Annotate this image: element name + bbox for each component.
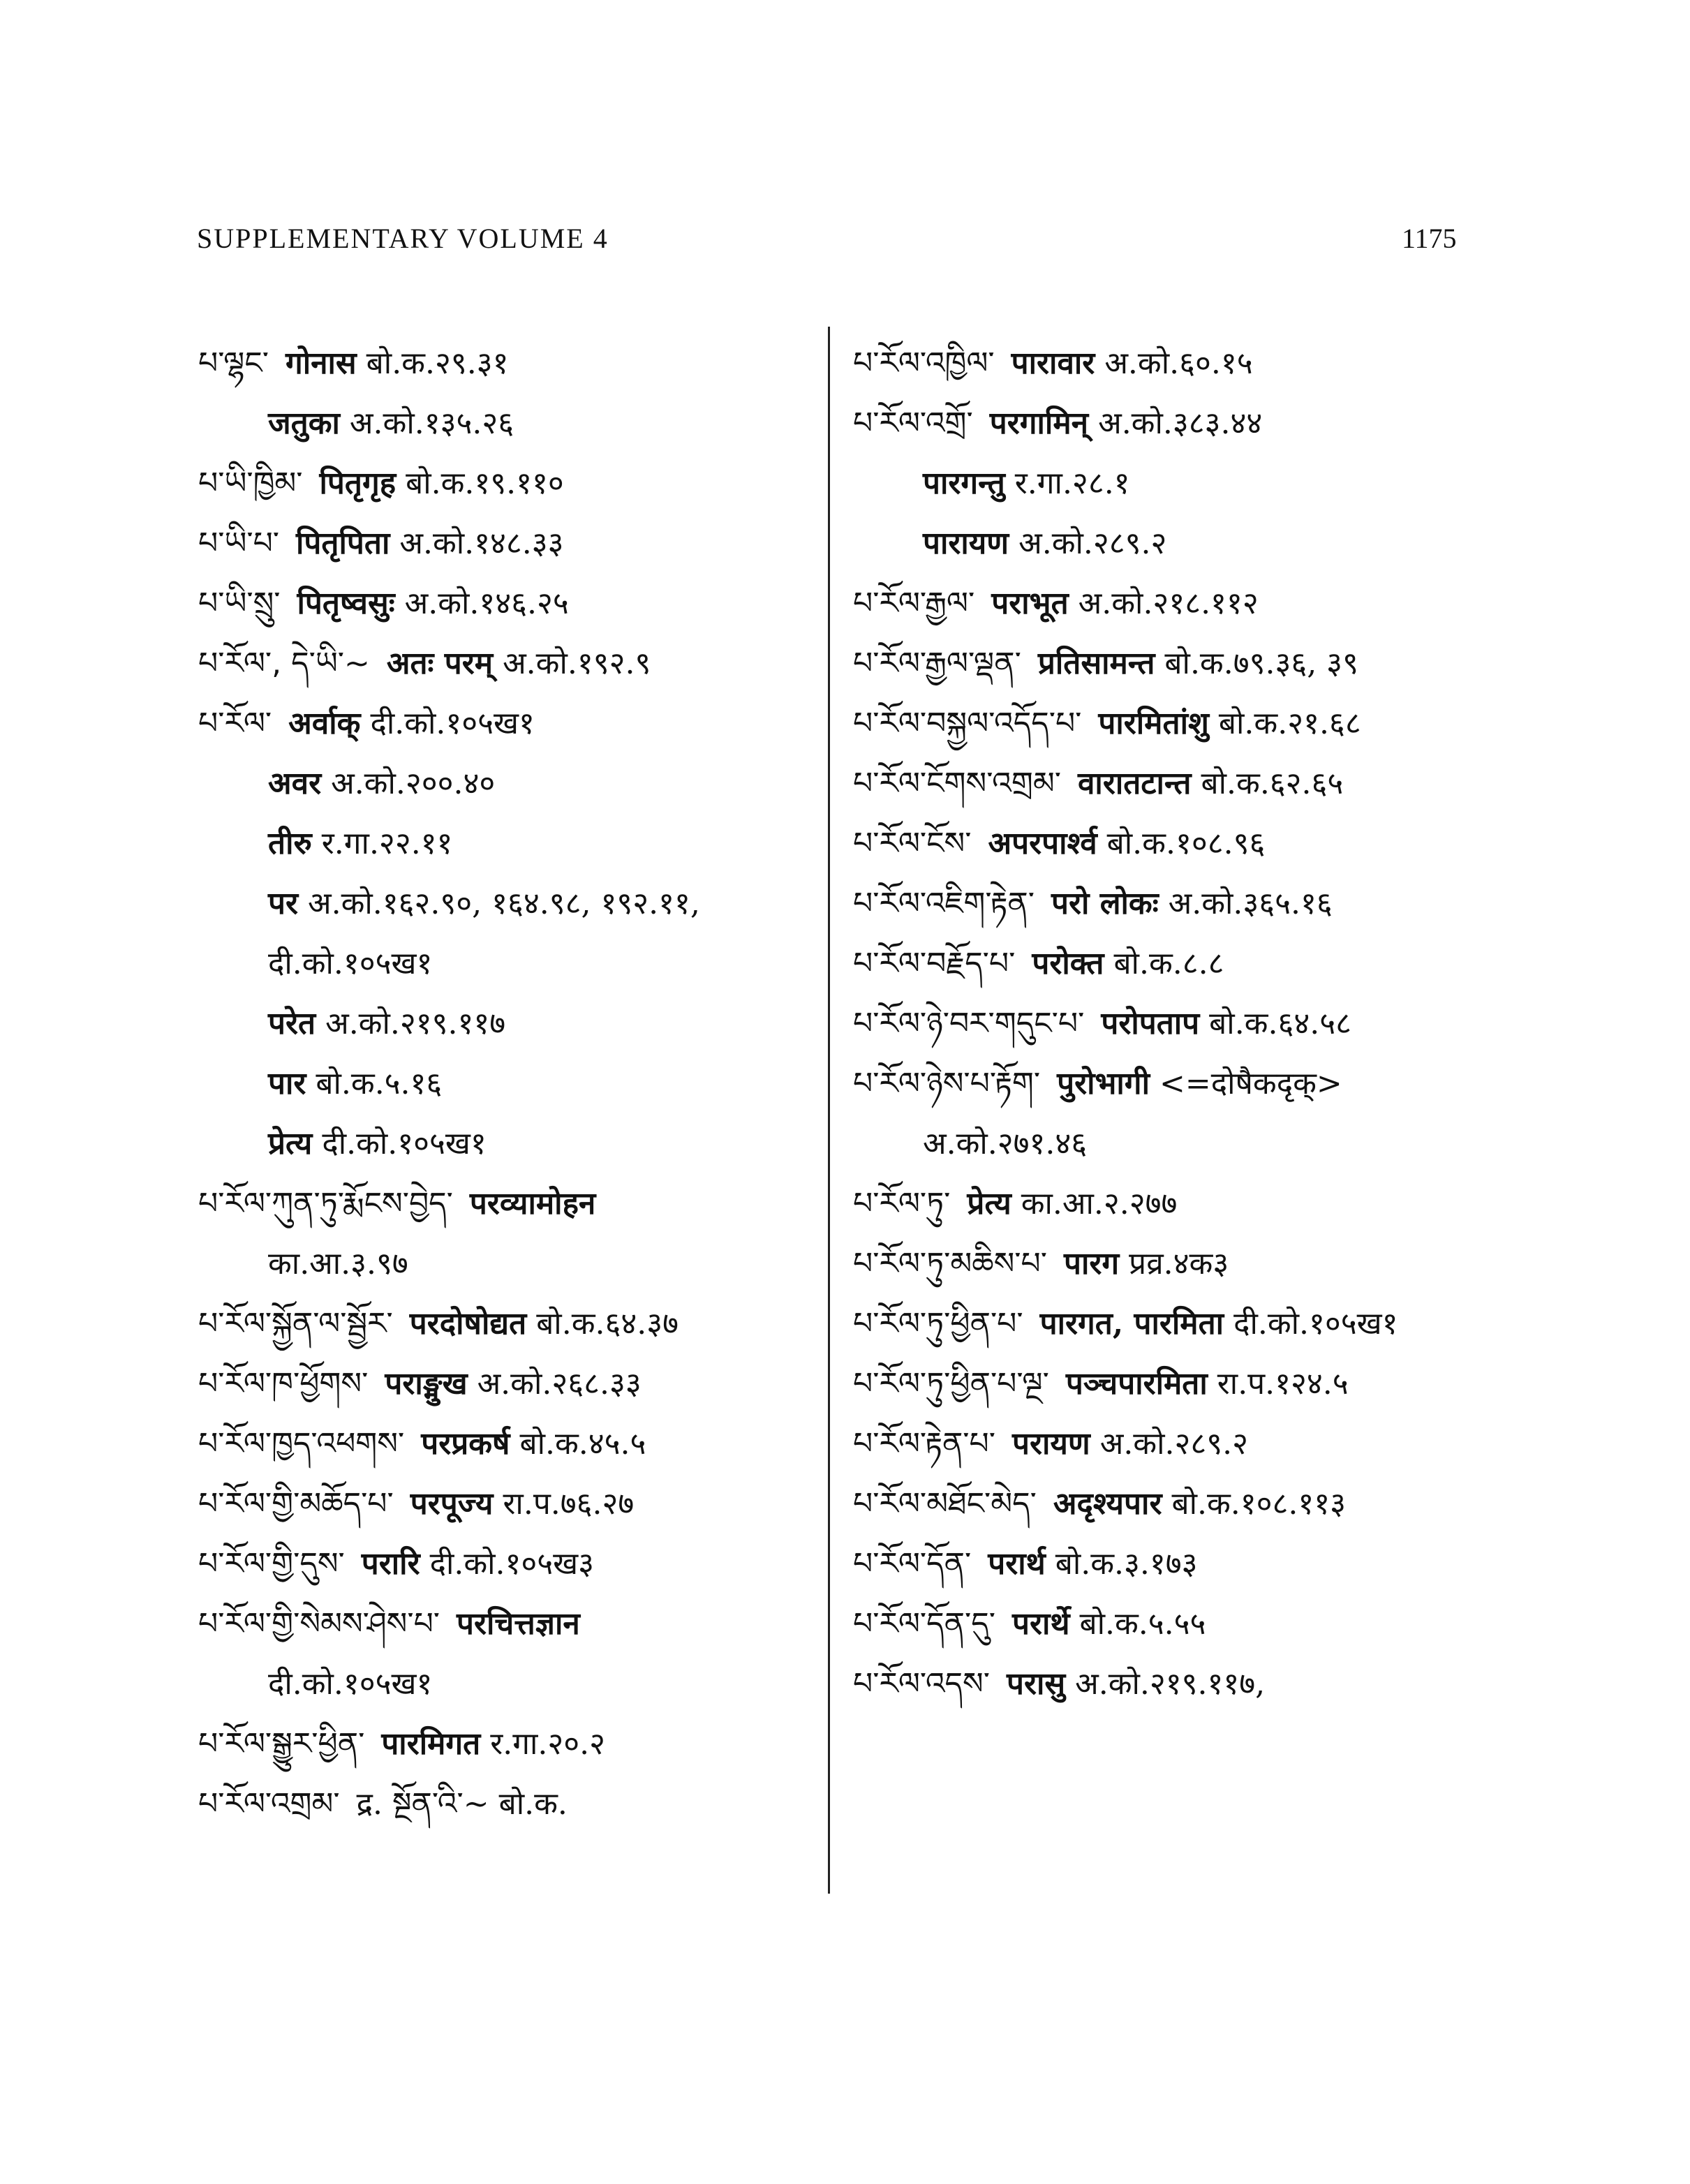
- source-reference: बो.क.५.५५: [1079, 1606, 1206, 1642]
- sub-entry: [853, 454, 1481, 514]
- source-reference: अ.को.२००.४०: [331, 766, 496, 801]
- sanskrit-equivalent: तीरु: [268, 826, 312, 861]
- sub-entry: [198, 1114, 820, 1174]
- source-reference: अ.को.१४६.२५: [404, 586, 569, 621]
- source-reference: बो.क.३.१७३: [1055, 1546, 1198, 1582]
- tibetan-headword: པ་རོལ་གྱི་སེམས་ཤེས་པ་: [198, 1606, 440, 1642]
- tibetan-headword: པ་རོལ་ཀུན་ཏུ་རྨོངས་བྱེད་: [198, 1186, 453, 1221]
- tibetan-headword: པ་རོལ་ཏུ་མཆིས་པ་: [853, 1246, 1047, 1282]
- source-reference: अ.को.२१९.११७,: [1075, 1666, 1266, 1702]
- dictionary-entry: [198, 1594, 820, 1654]
- dictionary-entry: [198, 1714, 820, 1774]
- source-reference: दी.को.१०५ख३: [429, 1546, 595, 1582]
- source-reference: अ.को.२७१.४६: [923, 1126, 1088, 1161]
- source-reference: अ.को.२६८.३३: [477, 1366, 642, 1402]
- tibetan-headword: པ་རོལ་འཁྱིལ་: [853, 346, 995, 381]
- dictionary-entry: [853, 1414, 1481, 1474]
- source-reference: र.गा.२८.१: [1014, 466, 1130, 501]
- source-reference: बो.क.२९.३१: [366, 346, 509, 381]
- sanskrit-equivalent: परपूज्य: [410, 1486, 494, 1522]
- sanskrit-equivalent: परेत: [268, 1006, 316, 1041]
- source-reference: अ.को.१६२.९०, १६४.९८, १९२.११,: [308, 886, 700, 921]
- dictionary-entry: [198, 1414, 820, 1474]
- dictionary-entry: [853, 934, 1481, 994]
- sub-entry: [198, 874, 820, 934]
- sub-entry: [198, 1054, 820, 1114]
- source-reference: रा.प.७६.२७: [503, 1486, 635, 1522]
- source-reference: प्रव्र.४क३: [1129, 1246, 1229, 1282]
- tibetan-headword: པ་རོལ་དོན་: [853, 1546, 972, 1582]
- source-reference: अ.को.१३५.२६: [349, 406, 514, 441]
- source-reference: बो.क.८.८: [1113, 946, 1224, 981]
- sanskrit-equivalent: परोपताप: [1101, 1006, 1200, 1041]
- sanskrit-equivalent: पारावार: [1011, 346, 1095, 381]
- source-reference: दी.को.१०५ख१: [1233, 1306, 1398, 1342]
- dictionary-entry: [198, 1354, 820, 1414]
- sanskrit-equivalent: अदृश्यपार: [1053, 1486, 1162, 1522]
- sanskrit-equivalent: पराभूत: [991, 586, 1069, 621]
- tibetan-headword: པ་རོལ་སྒྱུར་ཕྱིན་: [198, 1726, 365, 1762]
- sanskrit-equivalent: पञ्चपारमिता: [1065, 1366, 1208, 1402]
- sub-entry: [198, 754, 820, 814]
- source-reference: बो.क.६४.३७: [536, 1306, 679, 1342]
- tibetan-headword: པ་རོལ་ཏུ་: [853, 1186, 951, 1221]
- tibetan-headword: པ་རོལ་, དེ་ཡི་~: [198, 646, 370, 681]
- tibetan-headword: པ་རོལ་ཏུ་ཕྱིན་པ་ལྔ་: [853, 1366, 1049, 1402]
- tibetan-headword: པ་རོལ་འཇིག་རྟེན་: [853, 886, 1035, 921]
- tibetan-headword: པ་རོལ་འགྲམ་: [198, 1786, 340, 1822]
- dictionary-entry: [853, 1234, 1481, 1294]
- sub-entry: [853, 514, 1481, 574]
- dictionary-entry: [198, 1534, 820, 1594]
- tibetan-headword: པ་རོལ་འདས་: [853, 1666, 990, 1702]
- sanskrit-equivalent: प्रतिसामन्त: [1037, 646, 1155, 681]
- dictionary-entry: [198, 574, 820, 634]
- sub-entry: [198, 994, 820, 1054]
- tibetan-headword: པ་ཡི་པ་: [198, 526, 280, 561]
- dictionary-entry: [198, 1774, 820, 1834]
- sanskrit-equivalent: पितृपिता: [296, 526, 390, 561]
- source-reference: बो.क.४५.५: [519, 1426, 646, 1462]
- sanskrit-equivalent: अवर: [268, 766, 322, 801]
- dictionary-entry: [853, 1174, 1481, 1234]
- sanskrit-equivalent: पारायण: [923, 526, 1009, 561]
- dictionary-entry: [853, 994, 1481, 1054]
- sanskrit-equivalent: पर: [268, 886, 298, 921]
- sanskrit-equivalent: पारग: [1064, 1246, 1120, 1282]
- sanskrit-equivalent: पितृष्वसुः: [297, 586, 395, 621]
- page-number: 1175: [1402, 223, 1457, 254]
- source-reference: अ.को.१९२.९: [503, 646, 651, 681]
- tibetan-headword: པ་རོལ་ཉེས་པ་རྟོག་: [853, 1066, 1041, 1101]
- sanskrit-equivalent: पारगन्तु: [923, 466, 1005, 501]
- dictionary-entry: [198, 1294, 820, 1354]
- tibetan-headword: པ་རོལ་མཐོང་མེད་: [853, 1486, 1037, 1522]
- sanskrit-equivalent: पुरोभागी: [1057, 1066, 1150, 1101]
- sanskrit-equivalent: परदोषोद्यत: [409, 1306, 527, 1342]
- sanskrit-equivalent: पराङ्मुख: [385, 1366, 468, 1402]
- sanskrit-equivalent: पारमिगत: [381, 1726, 481, 1762]
- source-reference: का.आ.२.२७७: [1021, 1186, 1178, 1221]
- dictionary-entry: [853, 1654, 1481, 1714]
- dictionary-entry: [853, 394, 1481, 454]
- source-reference: बो.क.१०८.९६: [1106, 826, 1266, 861]
- dictionary-entry: [853, 874, 1481, 934]
- source-reference: द्र. སྔོན་འི་~ बो.क.: [356, 1786, 568, 1822]
- entry-continuation: [853, 1114, 1481, 1174]
- dictionary-entry: [853, 814, 1481, 874]
- tibetan-headword: པ་རོལ་ཏུ་ཕྱིན་པ་: [853, 1306, 1023, 1342]
- source-reference: र.गा.२०.२: [490, 1726, 606, 1762]
- source-reference: दी.को.१०५ख१: [370, 706, 535, 741]
- source-reference: अ.को.२१८.११२: [1078, 586, 1259, 621]
- source-reference: बो.क.१०८.११३: [1171, 1486, 1347, 1522]
- dictionary-entry: [853, 574, 1481, 634]
- sanskrit-equivalent: परासु: [1006, 1666, 1066, 1702]
- sanskrit-equivalent: पारगत, पारमिता: [1039, 1306, 1224, 1342]
- sanskrit-equivalent: जतुका: [268, 406, 340, 441]
- source-reference: अ.को.१४८.३३: [399, 526, 564, 561]
- sub-entry: [198, 814, 820, 874]
- source-reference: <=दोषैकदृक्>: [1159, 1066, 1342, 1101]
- entry-continuation: [198, 1654, 820, 1714]
- sub-entry: [198, 394, 820, 454]
- sanskrit-equivalent: प्रेत्य: [268, 1126, 313, 1161]
- sanskrit-equivalent: परव्यामोहन: [469, 1186, 596, 1221]
- tibetan-headword: པ་རོལ་རྒྱལ་ལྡན་: [853, 646, 1021, 681]
- dictionary-entry: [853, 754, 1481, 814]
- tibetan-headword: པ་ལྷང་: [198, 346, 269, 381]
- tibetan-headword: པ་རོལ་རྟེན་པ་: [853, 1426, 995, 1462]
- dictionary-entry: [198, 334, 820, 394]
- source-reference: अ.को.३६५.१६: [1168, 886, 1333, 921]
- sanskrit-equivalent: परप्रकर्ष: [421, 1426, 510, 1462]
- sanskrit-equivalent: परोक्त: [1032, 946, 1104, 981]
- sanskrit-equivalent: परारि: [361, 1546, 420, 1582]
- tibetan-headword: པ་རོལ་རྒྱལ་: [853, 586, 975, 621]
- dictionary-entry: [853, 334, 1481, 394]
- source-reference: र.गा.२२.११: [321, 826, 453, 861]
- source-reference: रा.प.१२४.५: [1217, 1366, 1349, 1402]
- source-reference: दी.को.१०५ख१: [322, 1126, 487, 1161]
- dictionary-entry: [853, 1594, 1481, 1654]
- sanskrit-equivalent: पारमितांशु: [1098, 706, 1209, 741]
- source-reference: का.आ.३.९७: [268, 1246, 408, 1282]
- sanskrit-equivalent: अतः परम्: [386, 646, 494, 681]
- tibetan-headword: པ་རོལ་ངོས་: [853, 826, 972, 861]
- source-reference: बो.क.५.१६: [316, 1066, 443, 1101]
- sanskrit-equivalent: परचित्तज्ञान: [457, 1606, 580, 1642]
- sanskrit-equivalent: वारातटान्त: [1077, 766, 1192, 801]
- tibetan-headword: པ་རོལ་བསྐྱལ་འདོད་པ་: [853, 706, 1082, 741]
- tibetan-headword: པ་རོལ་ཁྱད་འཕགས་: [198, 1426, 405, 1462]
- entry-continuation: [198, 934, 820, 994]
- dictionary-entry: [198, 1174, 820, 1234]
- left-column: [198, 334, 820, 1834]
- tibetan-headword: པ་རོལ་གྱི་མཆོད་པ་: [198, 1486, 394, 1522]
- running-header: SUPPLEMENTARY VOLUME 4: [197, 223, 609, 254]
- sanskrit-equivalent: परार्थे: [1011, 1606, 1070, 1642]
- dictionary-entry: [853, 1534, 1481, 1594]
- right-column: [853, 334, 1481, 1714]
- tibetan-headword: པ་རོལ་ངོགས་འགྲམ་: [853, 766, 1061, 801]
- source-reference: बो.क.७९.३६, ३९: [1164, 646, 1358, 681]
- dictionary-entry: [198, 634, 820, 694]
- dictionary-entry: [853, 1294, 1481, 1354]
- source-reference: बो.क.१९.११०: [406, 466, 564, 501]
- source-reference: अ.को.२८९.२: [1099, 1426, 1248, 1462]
- tibetan-headword: པ་རོལ་བརྗོད་པ་: [853, 946, 1016, 981]
- dictionary-entry: [198, 514, 820, 574]
- tibetan-headword: པ་རོལ་དོན་དུ་: [853, 1606, 995, 1642]
- tibetan-headword: པ་རོལ་ཉེ་བར་གདུང་པ་: [853, 1006, 1085, 1041]
- tibetan-headword: པ་ཡི་ཁྱིམ་: [198, 466, 303, 501]
- sanskrit-equivalent: परो लोकः: [1051, 886, 1159, 921]
- entry-continuation: [198, 1234, 820, 1294]
- sanskrit-equivalent: परायण: [1011, 1426, 1090, 1462]
- tibetan-headword: པ་རོལ་: [198, 706, 272, 741]
- sanskrit-equivalent: परार्थ: [988, 1546, 1046, 1582]
- sanskrit-equivalent: पितृगृह: [319, 466, 396, 501]
- source-reference: अ.को.६०.१५: [1104, 346, 1253, 381]
- tibetan-headword: པ་ཡི་སྲུ་: [198, 586, 281, 621]
- dictionary-entry: [853, 694, 1481, 754]
- tibetan-headword: པ་རོལ་འགྲོ་: [853, 406, 973, 441]
- sanskrit-equivalent: अपरपार्श्व: [988, 826, 1097, 861]
- dictionary-entry: [853, 1474, 1481, 1534]
- source-reference: अ.को.२८९.२: [1018, 526, 1167, 561]
- dictionary-entry: [853, 634, 1481, 694]
- sanskrit-equivalent: पार: [268, 1066, 306, 1101]
- tibetan-headword: པ་རོལ་ཁ་ཕྱོགས་: [198, 1366, 369, 1402]
- column-divider: [828, 327, 830, 1894]
- dictionary-entry: [853, 1354, 1481, 1414]
- source-reference: बो.क.६४.५८: [1209, 1006, 1351, 1041]
- sanskrit-equivalent: अर्वाक्: [288, 706, 361, 741]
- source-reference: दी.को.१०५ख१: [268, 946, 433, 981]
- tibetan-headword: པ་རོལ་གྱི་དུས་: [198, 1546, 345, 1582]
- dictionary-entry: [198, 1474, 820, 1534]
- sanskrit-equivalent: परगामिन्: [989, 406, 1089, 441]
- dictionary-entry: [198, 454, 820, 514]
- dictionary-entry: [198, 694, 820, 754]
- source-reference: बो.क.२१.६८: [1218, 706, 1361, 741]
- source-reference: दी.को.१०५ख१: [268, 1666, 433, 1702]
- source-reference: अ.को.२१९.११७: [325, 1006, 506, 1041]
- sanskrit-equivalent: गोनास: [285, 346, 357, 381]
- dictionary-entry: [853, 1054, 1481, 1114]
- source-reference: बो.क.६२.६५: [1201, 766, 1344, 801]
- sanskrit-equivalent: प्रेत्य: [967, 1186, 1011, 1221]
- source-reference: अ.को.३८३.४४: [1098, 406, 1263, 441]
- tibetan-headword: པ་རོལ་སྐྱོན་ལ་སྦྱོར་: [198, 1306, 393, 1342]
